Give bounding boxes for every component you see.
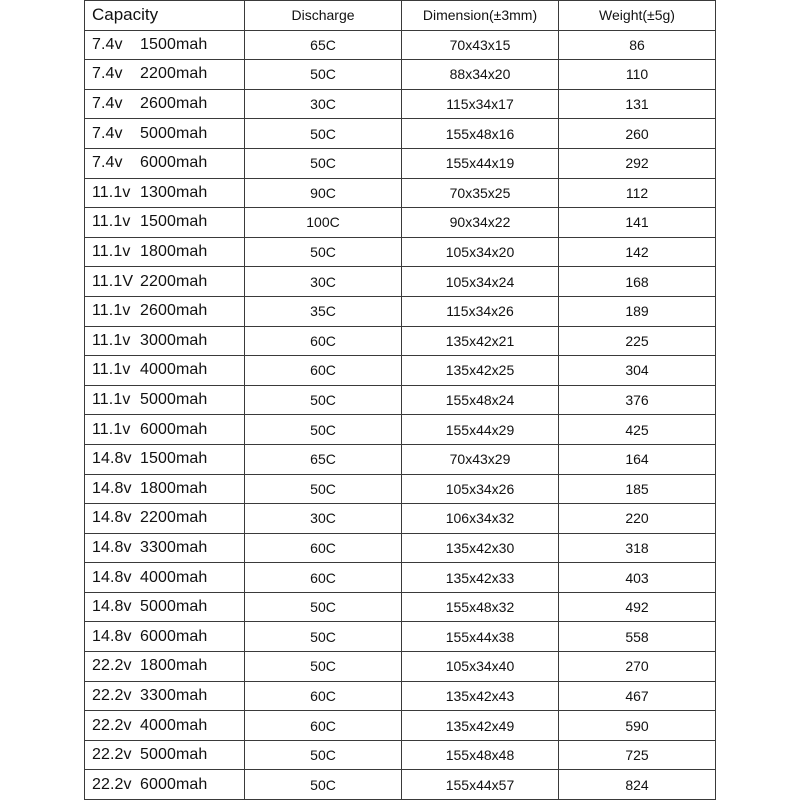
discharge-cell: 60C	[245, 356, 402, 386]
table-row	[85, 504, 716, 534]
dimension-cell: 115x34x17	[402, 89, 559, 119]
voltage-text: 14.8v	[92, 598, 132, 616]
mah-text: 6000mah	[140, 154, 208, 172]
mah-text: 1800mah	[140, 657, 208, 675]
dimension-cell: 155x48x48	[402, 740, 559, 770]
mah-text: 1800mah	[140, 243, 208, 261]
weight-cell: 558	[559, 622, 716, 652]
weight-cell: 164	[559, 444, 716, 474]
weight-cell: 142	[559, 237, 716, 267]
capacity-cell	[85, 740, 245, 770]
table-row	[85, 563, 716, 593]
weight-cell: 185	[559, 474, 716, 504]
table-row	[85, 296, 716, 326]
discharge-cell: 50C	[245, 119, 402, 149]
table-row	[85, 681, 716, 711]
voltage-text: 11.1v	[92, 361, 131, 379]
mah-text: 5000mah	[140, 391, 208, 409]
dimension-cell: 135x42x21	[402, 326, 559, 356]
weight-cell: 86	[559, 30, 716, 60]
capacity-cell	[85, 326, 245, 356]
voltage-text: 11.1v	[92, 183, 131, 201]
voltage-text: 22.2v	[92, 746, 132, 764]
dimension-cell: 115x34x26	[402, 296, 559, 326]
table-row	[85, 178, 716, 208]
voltage-text: 22.2v	[92, 686, 132, 704]
capacity-cell	[85, 681, 245, 711]
mah-text: 3300mah	[140, 686, 208, 704]
weight-cell: 425	[559, 415, 716, 445]
voltage-text: 11.1v	[92, 243, 131, 261]
capacity-cell	[85, 267, 245, 297]
discharge-cell: 50C	[245, 652, 402, 682]
mah-text: 6000mah	[140, 775, 208, 793]
mah-text: 2200mah	[140, 272, 208, 290]
voltage-text: 11.1v	[92, 331, 131, 349]
weight-cell: 141	[559, 208, 716, 238]
discharge-cell: 60C	[245, 563, 402, 593]
header-capacity: Capacity	[85, 1, 245, 31]
discharge-cell: 30C	[245, 89, 402, 119]
discharge-cell: 65C	[245, 30, 402, 60]
table-row	[85, 208, 716, 238]
discharge-cell: 50C	[245, 237, 402, 267]
dimension-cell: 135x42x25	[402, 356, 559, 386]
voltage-text: 11.1v	[92, 391, 131, 409]
dimension-cell: 105x34x40	[402, 652, 559, 682]
capacity-cell	[85, 356, 245, 386]
weight-cell: 168	[559, 267, 716, 297]
weight-cell: 112	[559, 178, 716, 208]
table-row	[85, 533, 716, 563]
weight-cell: 260	[559, 119, 716, 149]
mah-text: 4000mah	[140, 716, 208, 734]
battery-spec-table	[84, 0, 716, 800]
voltage-text: 7.4v	[92, 154, 123, 172]
capacity-cell	[85, 711, 245, 741]
weight-cell: 292	[559, 148, 716, 178]
voltage-text: 14.8v	[92, 538, 132, 556]
voltage-text: 11.1v	[92, 420, 131, 438]
discharge-cell: 50C	[245, 770, 402, 800]
table-row	[85, 711, 716, 741]
dimension-cell: 70x35x25	[402, 178, 559, 208]
discharge-cell: 50C	[245, 148, 402, 178]
weight-cell: 131	[559, 89, 716, 119]
capacity-cell	[85, 652, 245, 682]
weight-cell: 824	[559, 770, 716, 800]
dimension-cell: 105x34x26	[402, 474, 559, 504]
table-row	[85, 740, 716, 770]
capacity-cell	[85, 474, 245, 504]
discharge-cell: 60C	[245, 533, 402, 563]
table-row	[85, 622, 716, 652]
mah-text: 2600mah	[140, 302, 208, 320]
dimension-cell: 135x42x30	[402, 533, 559, 563]
mah-text: 5000mah	[140, 124, 208, 142]
dimension-cell: 70x43x15	[402, 30, 559, 60]
weight-cell: 110	[559, 60, 716, 90]
discharge-cell: 50C	[245, 415, 402, 445]
mah-text: 1500mah	[140, 213, 208, 231]
discharge-cell: 60C	[245, 681, 402, 711]
voltage-text: 22.2v	[92, 716, 132, 734]
mah-text: 2600mah	[140, 95, 208, 113]
weight-cell: 492	[559, 592, 716, 622]
mah-text: 6000mah	[140, 627, 208, 645]
capacity-cell	[85, 60, 245, 90]
weight-cell: 590	[559, 711, 716, 741]
voltage-text: 7.4v	[92, 35, 123, 53]
weight-cell: 225	[559, 326, 716, 356]
table-row	[85, 119, 716, 149]
mah-text: 2200mah	[140, 509, 208, 527]
capacity-cell	[85, 119, 245, 149]
discharge-cell: 50C	[245, 60, 402, 90]
voltage-text: 11.1V	[92, 272, 134, 290]
discharge-cell: 100C	[245, 208, 402, 238]
discharge-cell: 50C	[245, 592, 402, 622]
mah-text: 1500mah	[140, 450, 208, 468]
discharge-cell: 30C	[245, 267, 402, 297]
capacity-cell	[85, 237, 245, 267]
table-row	[85, 444, 716, 474]
mah-text: 1300mah	[140, 183, 208, 201]
dimension-cell: 135x42x43	[402, 681, 559, 711]
table-row	[85, 89, 716, 119]
table-row	[85, 267, 716, 297]
capacity-cell	[85, 592, 245, 622]
discharge-cell: 35C	[245, 296, 402, 326]
mah-text: 3000mah	[140, 331, 208, 349]
capacity-cell	[85, 208, 245, 238]
voltage-text: 14.8v	[92, 627, 132, 645]
discharge-cell: 60C	[245, 711, 402, 741]
dimension-cell: 105x34x24	[402, 267, 559, 297]
dimension-cell: 88x34x20	[402, 60, 559, 90]
dimension-cell: 155x48x16	[402, 119, 559, 149]
mah-text: 1500mah	[140, 35, 208, 53]
mah-text: 6000mah	[140, 420, 208, 438]
weight-cell: 318	[559, 533, 716, 563]
weight-cell: 376	[559, 385, 716, 415]
weight-cell: 220	[559, 504, 716, 534]
table-header	[85, 1, 716, 31]
table-row	[85, 237, 716, 267]
table-row	[85, 356, 716, 386]
discharge-cell: 50C	[245, 385, 402, 415]
voltage-text: 11.1v	[92, 302, 131, 320]
mah-text: 2200mah	[140, 65, 208, 83]
weight-cell: 403	[559, 563, 716, 593]
table-body	[85, 30, 716, 799]
table-row	[85, 148, 716, 178]
dimension-cell: 155x44x57	[402, 770, 559, 800]
dimension-cell: 105x34x20	[402, 237, 559, 267]
mah-text: 4000mah	[140, 568, 208, 586]
mah-text: 4000mah	[140, 361, 208, 379]
voltage-text: 22.2v	[92, 775, 132, 793]
voltage-text: 7.4v	[92, 95, 123, 113]
capacity-cell	[85, 30, 245, 60]
dimension-cell: 90x34x22	[402, 208, 559, 238]
dimension-cell: 155x48x24	[402, 385, 559, 415]
header-dimension: Dimension(±3mm)	[402, 1, 559, 31]
mah-text: 3300mah	[140, 538, 208, 556]
table-row	[85, 415, 716, 445]
discharge-cell: 50C	[245, 622, 402, 652]
header-discharge: Discharge	[245, 1, 402, 31]
discharge-cell: 50C	[245, 474, 402, 504]
capacity-cell	[85, 563, 245, 593]
table-row	[85, 60, 716, 90]
capacity-cell	[85, 622, 245, 652]
dimension-cell: 155x44x38	[402, 622, 559, 652]
capacity-cell	[85, 148, 245, 178]
header-weight: Weight(±5g)	[559, 1, 716, 31]
voltage-text: 7.4v	[92, 124, 123, 142]
voltage-text: 14.8v	[92, 479, 132, 497]
voltage-text: 14.8v	[92, 568, 132, 586]
table-row	[85, 652, 716, 682]
dimension-cell: 155x44x29	[402, 415, 559, 445]
capacity-cell	[85, 533, 245, 563]
voltage-text: 7.4v	[92, 65, 123, 83]
capacity-cell	[85, 504, 245, 534]
capacity-cell	[85, 770, 245, 800]
table-row	[85, 326, 716, 356]
weight-cell: 725	[559, 740, 716, 770]
header-row	[85, 1, 716, 31]
table-row	[85, 385, 716, 415]
mah-text: 1800mah	[140, 479, 208, 497]
voltage-text: 11.1v	[92, 213, 131, 231]
discharge-cell: 60C	[245, 326, 402, 356]
voltage-text: 22.2v	[92, 657, 132, 675]
capacity-cell	[85, 444, 245, 474]
weight-cell: 189	[559, 296, 716, 326]
mah-text: 5000mah	[140, 746, 208, 764]
capacity-cell	[85, 178, 245, 208]
discharge-cell: 90C	[245, 178, 402, 208]
weight-cell: 270	[559, 652, 716, 682]
capacity-cell	[85, 89, 245, 119]
mah-text: 5000mah	[140, 598, 208, 616]
weight-cell: 304	[559, 356, 716, 386]
voltage-text: 14.8v	[92, 450, 132, 468]
dimension-cell: 155x48x32	[402, 592, 559, 622]
dimension-cell: 106x34x32	[402, 504, 559, 534]
table-row	[85, 30, 716, 60]
dimension-cell: 70x43x29	[402, 444, 559, 474]
dimension-cell: 135x42x49	[402, 711, 559, 741]
discharge-cell: 50C	[245, 740, 402, 770]
table-row	[85, 770, 716, 800]
voltage-text: 14.8v	[92, 509, 132, 527]
dimension-cell: 155x44x19	[402, 148, 559, 178]
weight-cell: 467	[559, 681, 716, 711]
table-row	[85, 592, 716, 622]
discharge-cell: 30C	[245, 504, 402, 534]
capacity-cell	[85, 385, 245, 415]
dimension-cell: 135x42x33	[402, 563, 559, 593]
discharge-cell: 65C	[245, 444, 402, 474]
table-row	[85, 474, 716, 504]
capacity-cell	[85, 296, 245, 326]
capacity-cell	[85, 415, 245, 445]
